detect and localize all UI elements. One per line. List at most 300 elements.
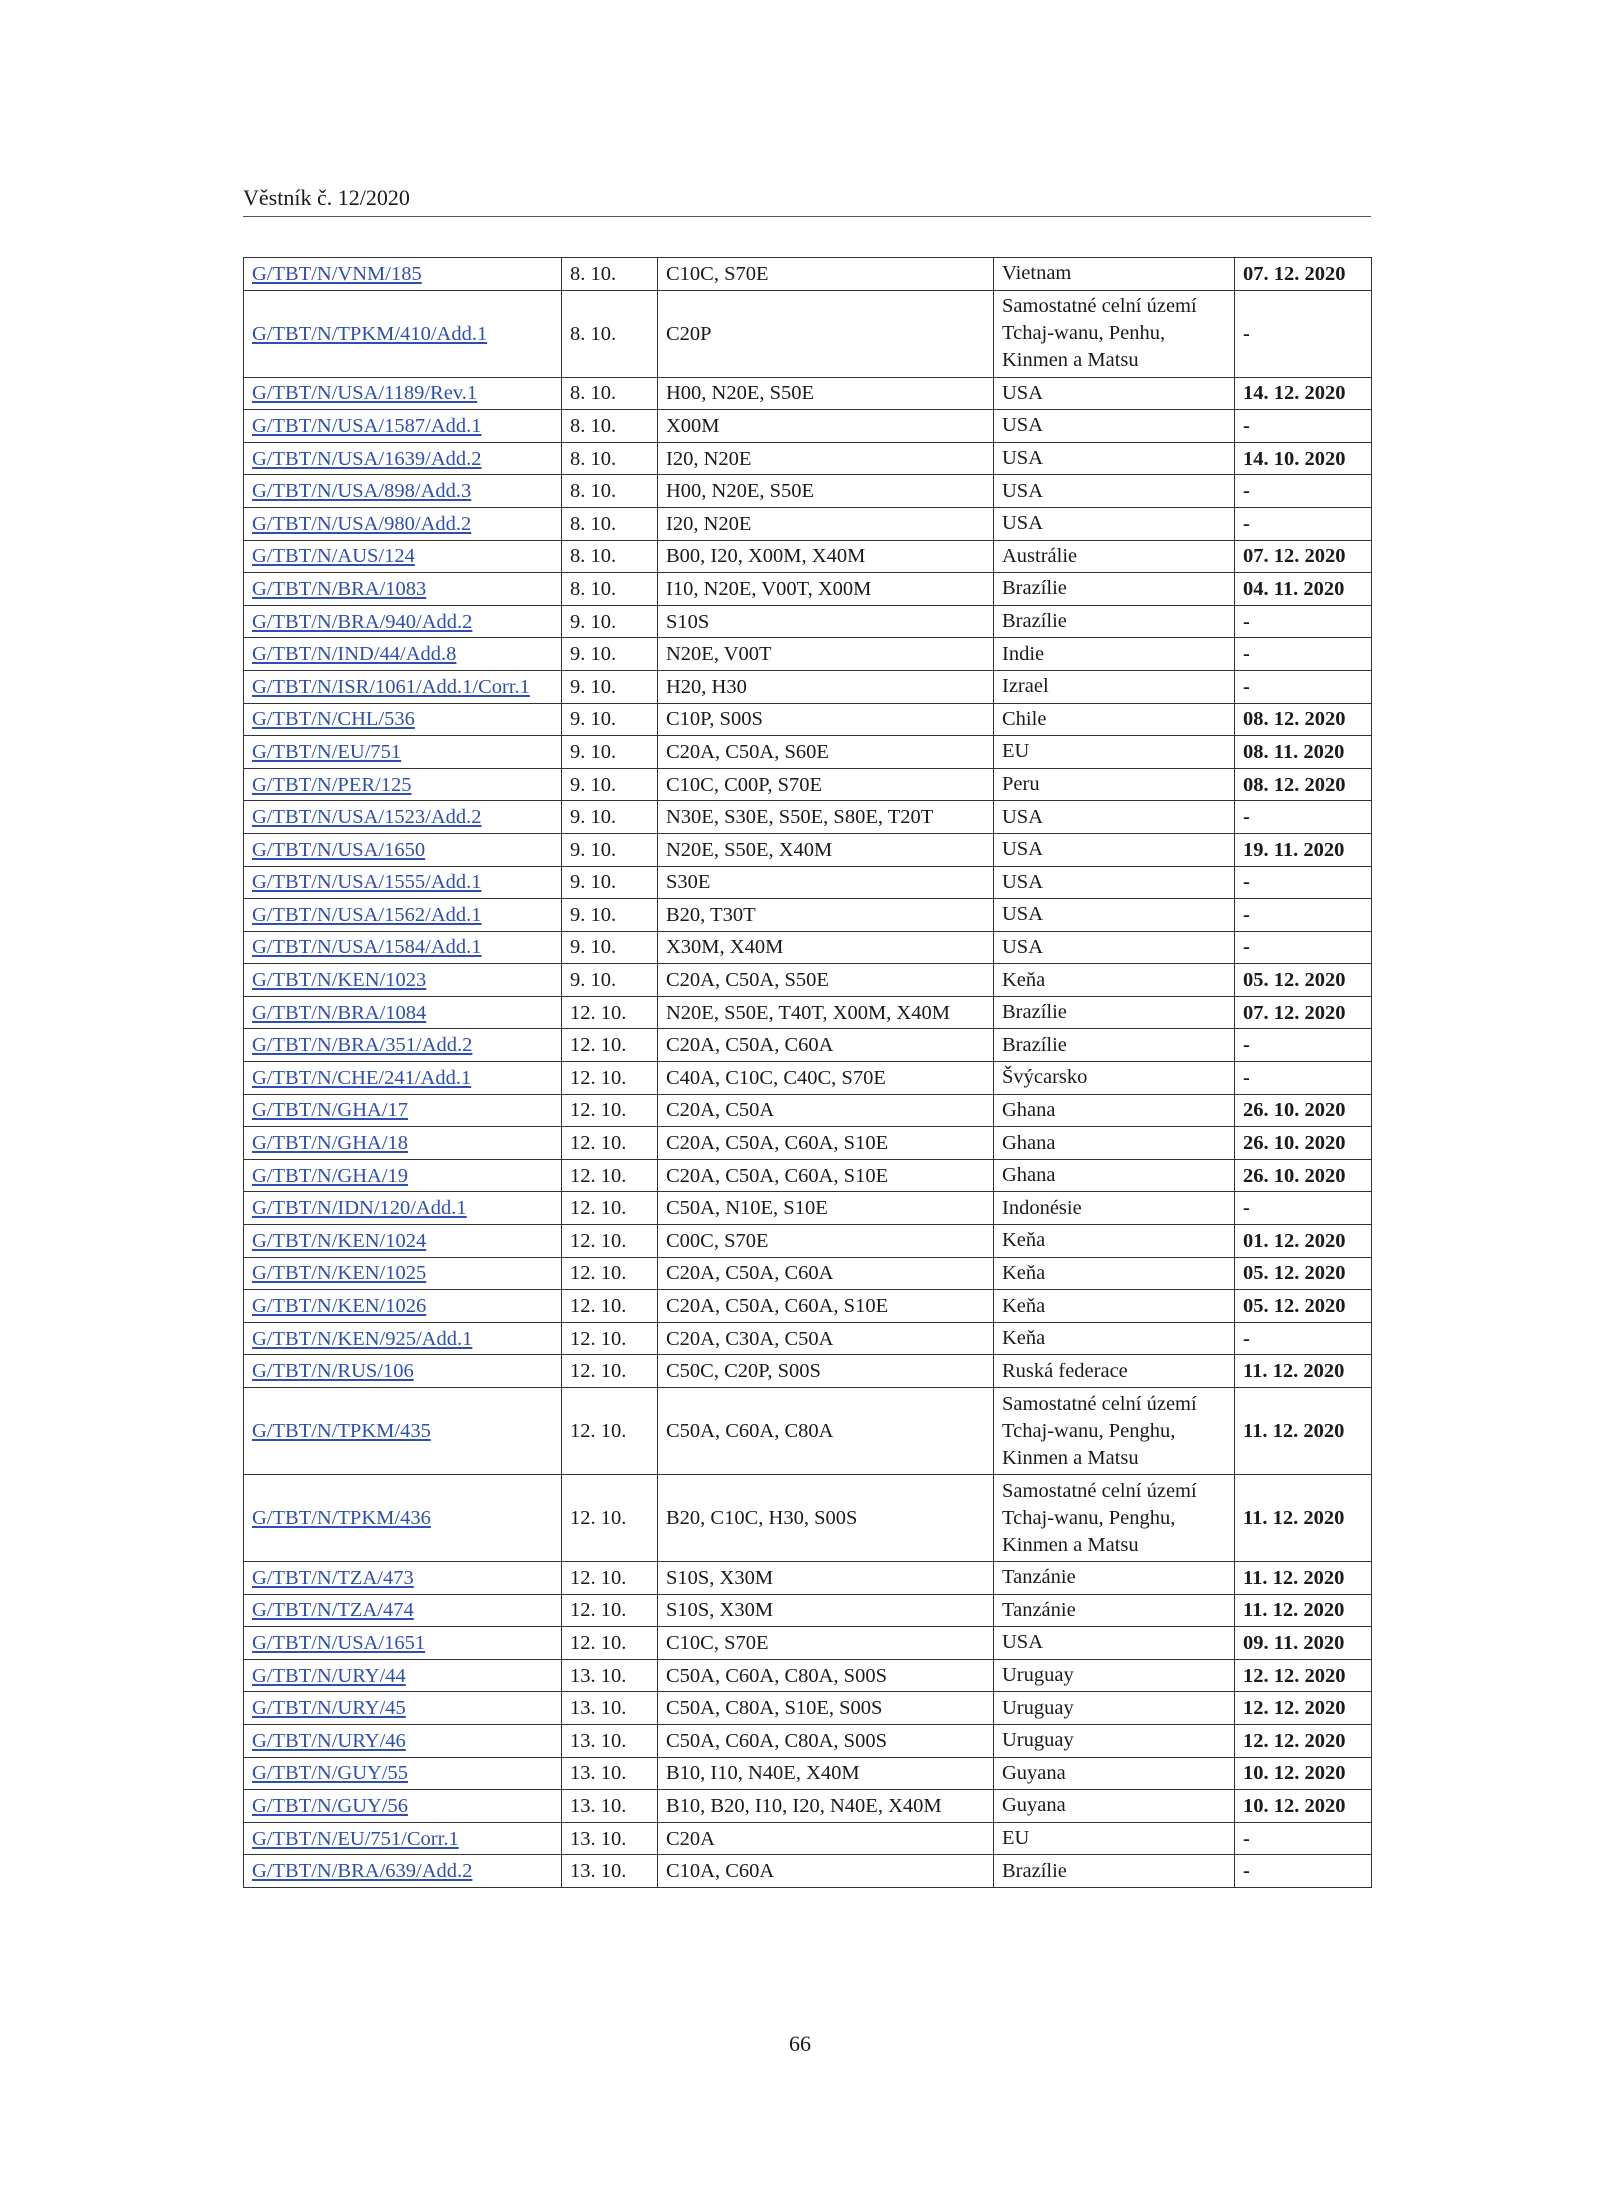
- document-cell: [244, 1475, 562, 1562]
- notification-date: 9. 10.: [562, 931, 658, 964]
- comment-deadline: 14. 12. 2020: [1235, 377, 1372, 410]
- document-cell: [244, 1659, 562, 1692]
- comment-deadline: 07. 12. 2020: [1235, 258, 1372, 291]
- notification-date: 8. 10.: [562, 377, 658, 410]
- comment-deadline: -: [1235, 507, 1372, 540]
- comment-deadline: 12. 12. 2020: [1235, 1659, 1372, 1692]
- document-cell: [244, 670, 562, 703]
- notifying-member: Peru: [994, 768, 1235, 801]
- document-link[interactable]: G/TBT/N/KEN/1023: [252, 969, 427, 992]
- table-row: [244, 866, 1372, 899]
- document-cell: [244, 475, 562, 508]
- document-link[interactable]: G/TBT/N/USA/898/Add.3: [252, 480, 472, 503]
- comment-deadline: -: [1235, 1062, 1372, 1095]
- comment-deadline: 08. 12. 2020: [1235, 768, 1372, 801]
- table-row: [244, 605, 1372, 638]
- document-cell: [244, 410, 562, 443]
- comment-deadline: -: [1235, 1029, 1372, 1062]
- ics-codes: B20, T30T: [658, 899, 994, 932]
- notification-date: 9. 10.: [562, 866, 658, 899]
- notifying-member: Keňa: [994, 1322, 1235, 1355]
- ics-codes: C50A, C60A, C80A, S00S: [658, 1659, 994, 1692]
- notification-date: 8. 10.: [562, 573, 658, 606]
- ics-codes: C00C, S70E: [658, 1225, 994, 1258]
- notification-date: 9. 10.: [562, 638, 658, 671]
- comment-deadline: 11. 12. 2020: [1235, 1355, 1372, 1388]
- notification-date: 12. 10.: [562, 1594, 658, 1627]
- comment-deadline: 26. 10. 2020: [1235, 1159, 1372, 1192]
- comment-deadline: -: [1235, 290, 1372, 377]
- table-row: [244, 1192, 1372, 1225]
- notifying-member: Uruguay: [994, 1724, 1235, 1757]
- comment-deadline: -: [1235, 866, 1372, 899]
- document-link[interactable]: G/TBT/N/AUS/124: [252, 545, 415, 568]
- notification-date: 9. 10.: [562, 801, 658, 834]
- notifying-member: Keňa: [994, 1225, 1235, 1258]
- notification-date: 9. 10.: [562, 899, 658, 932]
- document-cell: [244, 573, 562, 606]
- notification-date: 13. 10.: [562, 1659, 658, 1692]
- comment-deadline: -: [1235, 899, 1372, 932]
- notification-date: 12. 10.: [562, 1562, 658, 1595]
- notification-date: 9. 10.: [562, 964, 658, 997]
- document-cell: [244, 1290, 562, 1323]
- document-cell: [244, 964, 562, 997]
- ics-codes: C20A, C30A, C50A: [658, 1322, 994, 1355]
- comment-deadline: 01. 12. 2020: [1235, 1225, 1372, 1258]
- notification-date: 13. 10.: [562, 1855, 658, 1888]
- ics-codes: B10, I10, N40E, X40M: [658, 1757, 994, 1790]
- table-row: [244, 1627, 1372, 1660]
- notifying-member: Chile: [994, 703, 1235, 736]
- document-cell: [244, 899, 562, 932]
- table-row: [244, 736, 1372, 769]
- document-cell: [244, 1062, 562, 1095]
- table-row: [244, 1355, 1372, 1388]
- document-link[interactable]: G/TBT/N/EU/751/Corr.1: [252, 1827, 459, 1850]
- notification-date: 13. 10.: [562, 1757, 658, 1790]
- document-cell: [244, 1127, 562, 1160]
- ics-codes: C10A, C60A: [658, 1855, 994, 1888]
- notifying-member: Tanzánie: [994, 1562, 1235, 1595]
- table-row: [244, 1724, 1372, 1757]
- notifying-member: Brazílie: [994, 605, 1235, 638]
- notifying-member: Samostatné celní území Tchaj-wanu, Penghu, Kinmen a Matsu: [994, 1388, 1235, 1475]
- comment-deadline: 05. 12. 2020: [1235, 1290, 1372, 1323]
- page-number: 66: [789, 2031, 811, 2056]
- notification-date: 9. 10.: [562, 703, 658, 736]
- ics-codes: S10S, X30M: [658, 1562, 994, 1595]
- table-row: [244, 1290, 1372, 1323]
- notification-date: 13. 10.: [562, 1822, 658, 1855]
- document-cell: [244, 703, 562, 736]
- notification-date: 13. 10.: [562, 1692, 658, 1725]
- comment-deadline: 19. 11. 2020: [1235, 833, 1372, 866]
- ics-codes: C20A, C50A, C60A: [658, 1029, 994, 1062]
- document-link[interactable]: G/TBT/N/TZA/473: [252, 1566, 414, 1589]
- document-cell: [244, 1562, 562, 1595]
- notification-date: 12. 10.: [562, 1257, 658, 1290]
- notifying-member: USA: [994, 475, 1235, 508]
- ics-codes: B00, I20, X00M, X40M: [658, 540, 994, 573]
- table-row: [244, 1225, 1372, 1258]
- ics-codes: B10, B20, I10, I20, N40E, X40M: [658, 1790, 994, 1823]
- document-cell: [244, 1192, 562, 1225]
- document-cell: [244, 290, 562, 377]
- notification-table-body: [244, 258, 1372, 1888]
- table-row: [244, 768, 1372, 801]
- table-row: [244, 377, 1372, 410]
- document-link[interactable]: G/TBT/N/BRA/1084: [252, 1001, 427, 1024]
- notifying-member: EU: [994, 736, 1235, 769]
- notifying-member: USA: [994, 899, 1235, 932]
- notifying-member: USA: [994, 866, 1235, 899]
- ics-codes: S10S, X30M: [658, 1594, 994, 1627]
- notification-date: 12. 10.: [562, 1159, 658, 1192]
- comment-deadline: -: [1235, 931, 1372, 964]
- ics-codes: I20, N20E: [658, 442, 994, 475]
- ics-codes: N30E, S30E, S50E, S80E, T20T: [658, 801, 994, 834]
- document-link[interactable]: G/TBT/N/CHE/241/Add.1: [252, 1066, 472, 1089]
- notification-date: 12. 10.: [562, 996, 658, 1029]
- document-cell: [244, 1627, 562, 1660]
- notifying-member: Švýcarsko: [994, 1062, 1235, 1095]
- ics-codes: S10S: [658, 605, 994, 638]
- notification-date: 12. 10.: [562, 1062, 658, 1095]
- document-cell: [244, 1388, 562, 1475]
- document-link[interactable]: G/TBT/N/KEN/1026: [252, 1295, 427, 1318]
- table-row: [244, 1659, 1372, 1692]
- notification-date: 8. 10.: [562, 540, 658, 573]
- document-cell: [244, 258, 562, 291]
- notification-date: 8. 10.: [562, 290, 658, 377]
- table-row: [244, 1127, 1372, 1160]
- document-link[interactable]: G/TBT/N/TPKM/410/Add.1: [252, 322, 488, 345]
- notifying-member: Ruská federace: [994, 1355, 1235, 1388]
- comment-deadline: 11. 12. 2020: [1235, 1594, 1372, 1627]
- notification-date: 12. 10.: [562, 1094, 658, 1127]
- document-link[interactable]: G/TBT/N/KEN/1024: [252, 1229, 427, 1252]
- notification-date: 8. 10.: [562, 475, 658, 508]
- notifying-member: Tanzánie: [994, 1594, 1235, 1627]
- ics-codes: C20A, C50A: [658, 1094, 994, 1127]
- document-cell: [244, 801, 562, 834]
- notifying-member: Keňa: [994, 964, 1235, 997]
- ics-codes: C10C, S70E: [658, 258, 994, 291]
- ics-codes: C20A, C50A, C60A: [658, 1257, 994, 1290]
- comment-deadline: 10. 12. 2020: [1235, 1790, 1372, 1823]
- comment-deadline: -: [1235, 475, 1372, 508]
- notification-date: 9. 10.: [562, 605, 658, 638]
- document-cell: [244, 1822, 562, 1855]
- document-link[interactable]: G/TBT/N/BRA/1083: [252, 577, 427, 600]
- comment-deadline: 09. 11. 2020: [1235, 1627, 1372, 1660]
- document-link[interactable]: G/TBT/N/USA/1587/Add.1: [252, 414, 482, 437]
- document-link[interactable]: G/TBT/N/USA/1650: [252, 838, 426, 861]
- notification-date: 8. 10.: [562, 507, 658, 540]
- ics-codes: C50A, C60A, C80A, S00S: [658, 1724, 994, 1757]
- document-cell: [244, 1594, 562, 1627]
- ics-codes: C50A, C60A, C80A: [658, 1388, 994, 1475]
- notifying-member: Guyana: [994, 1757, 1235, 1790]
- ics-codes: C10P, S00S: [658, 703, 994, 736]
- document-cell: [244, 1094, 562, 1127]
- notifying-member: Brazílie: [994, 996, 1235, 1029]
- comment-deadline: 14. 10. 2020: [1235, 442, 1372, 475]
- ics-codes: C50A, C80A, S10E, S00S: [658, 1692, 994, 1725]
- comment-deadline: 11. 12. 2020: [1235, 1388, 1372, 1475]
- document-cell: [244, 866, 562, 899]
- notifying-member: Samostatné celní území Tchaj-wanu, Penghu, Kinmen a Matsu: [994, 1475, 1235, 1562]
- table-row: [244, 1855, 1372, 1888]
- document-cell: [244, 638, 562, 671]
- table-row: [244, 290, 1372, 377]
- table-row: [244, 258, 1372, 291]
- ics-codes: C20A, C50A, C60A, S10E: [658, 1159, 994, 1192]
- comment-deadline: 05. 12. 2020: [1235, 1257, 1372, 1290]
- comment-deadline: 26. 10. 2020: [1235, 1094, 1372, 1127]
- notification-date: 9. 10.: [562, 768, 658, 801]
- notifying-member: USA: [994, 1627, 1235, 1660]
- document-link[interactable]: G/TBT/N/ISR/1061/Add.1/Corr.1: [252, 675, 530, 698]
- table-row: [244, 638, 1372, 671]
- document-cell: [244, 768, 562, 801]
- ics-codes: C10C, S70E: [658, 1627, 994, 1660]
- ics-codes: C50A, N10E, S10E: [658, 1192, 994, 1225]
- notifying-member: Ghana: [994, 1094, 1235, 1127]
- document-cell: [244, 1322, 562, 1355]
- notifying-member: Brazílie: [994, 573, 1235, 606]
- table-row: [244, 964, 1372, 997]
- document-link[interactable]: G/TBT/N/USA/1555/Add.1: [252, 871, 482, 894]
- document-link[interactable]: G/TBT/N/TPKM/435: [252, 1420, 431, 1442]
- table-row: [244, 1562, 1372, 1595]
- notification-date: 12. 10.: [562, 1355, 658, 1388]
- ics-codes: C20A, C50A, C60A, S10E: [658, 1127, 994, 1160]
- document-link[interactable]: G/TBT/N/GUY/56: [252, 1794, 409, 1817]
- table-row: [244, 833, 1372, 866]
- ics-codes: H00, N20E, S50E: [658, 377, 994, 410]
- comment-deadline: -: [1235, 801, 1372, 834]
- ics-codes: N20E, V00T: [658, 638, 994, 671]
- notifying-member: Keňa: [994, 1290, 1235, 1323]
- document-cell: [244, 442, 562, 475]
- document-cell: [244, 931, 562, 964]
- document-link[interactable]: G/TBT/N/CHL/536: [252, 708, 415, 731]
- notifying-member: USA: [994, 442, 1235, 475]
- table-row: [244, 1790, 1372, 1823]
- notification-date: 12. 10.: [562, 1029, 658, 1062]
- table-row: [244, 703, 1372, 736]
- notification-date: 12. 10.: [562, 1127, 658, 1160]
- notification-date: 12. 10.: [562, 1225, 658, 1258]
- document-link[interactable]: G/TBT/N/KEN/1025: [252, 1262, 427, 1285]
- document-link[interactable]: G/TBT/N/USA/1562/Add.1: [252, 903, 482, 926]
- table-row: [244, 1094, 1372, 1127]
- comment-deadline: 04. 11. 2020: [1235, 573, 1372, 606]
- notifying-member: USA: [994, 410, 1235, 443]
- comment-deadline: 07. 12. 2020: [1235, 996, 1372, 1029]
- document-link[interactable]: G/TBT/N/BRA/351/Add.2: [252, 1034, 473, 1057]
- ics-codes: C20A, C50A, S50E: [658, 964, 994, 997]
- notifying-member: Brazílie: [994, 1029, 1235, 1062]
- notifying-member: Austrálie: [994, 540, 1235, 573]
- table-row: [244, 1062, 1372, 1095]
- notifying-member: USA: [994, 507, 1235, 540]
- notification-date: 13. 10.: [562, 1724, 658, 1757]
- comment-deadline: -: [1235, 1855, 1372, 1888]
- table-row: [244, 475, 1372, 508]
- document-cell: [244, 736, 562, 769]
- notifying-member: Keňa: [994, 1257, 1235, 1290]
- ics-codes: N20E, S50E, T40T, X00M, X40M: [658, 996, 994, 1029]
- ics-codes: C20A: [658, 1822, 994, 1855]
- comment-deadline: 12. 12. 2020: [1235, 1692, 1372, 1725]
- notifying-member: USA: [994, 377, 1235, 410]
- comment-deadline: -: [1235, 1322, 1372, 1355]
- notification-date: 8. 10.: [562, 410, 658, 443]
- document-link[interactable]: G/TBT/N/BRA/639/Add.2: [252, 1860, 473, 1883]
- table-row: [244, 1475, 1372, 1562]
- notifying-member: Vietnam: [994, 258, 1235, 291]
- document-cell: [244, 1159, 562, 1192]
- ics-codes: C20A, C50A, C60A, S10E: [658, 1290, 994, 1323]
- notification-date: 8. 10.: [562, 442, 658, 475]
- ics-codes: I10, N20E, V00T, X00M: [658, 573, 994, 606]
- notifying-member: Indie: [994, 638, 1235, 671]
- ics-codes: B20, C10C, H30, S00S: [658, 1475, 994, 1562]
- ics-codes: C50C, C20P, S00S: [658, 1355, 994, 1388]
- ics-codes: C20P: [658, 290, 994, 377]
- table-row: [244, 1692, 1372, 1725]
- table-row: [244, 931, 1372, 964]
- comment-deadline: -: [1235, 410, 1372, 443]
- comment-deadline: 26. 10. 2020: [1235, 1127, 1372, 1160]
- document-cell: [244, 1790, 562, 1823]
- notification-date: 12. 10.: [562, 1388, 658, 1475]
- table-row: [244, 670, 1372, 703]
- table-row: [244, 1257, 1372, 1290]
- table-row: [244, 573, 1372, 606]
- document-cell: [244, 1757, 562, 1790]
- document-link[interactable]: G/TBT/N/VNM/185: [252, 262, 422, 285]
- ics-codes: C20A, C50A, S60E: [658, 736, 994, 769]
- ics-codes: H00, N20E, S50E: [658, 475, 994, 508]
- document-cell: [244, 1855, 562, 1888]
- ics-codes: C40A, C10C, C40C, S70E: [658, 1062, 994, 1095]
- ics-codes: N20E, S50E, X40M: [658, 833, 994, 866]
- document-cell: [244, 996, 562, 1029]
- comment-deadline: 11. 12. 2020: [1235, 1562, 1372, 1595]
- comment-deadline: -: [1235, 1192, 1372, 1225]
- document-cell: [244, 1257, 562, 1290]
- document-cell: [244, 833, 562, 866]
- comment-deadline: -: [1235, 670, 1372, 703]
- document-link[interactable]: G/TBT/N/PER/125: [252, 773, 412, 796]
- notification-date: 12. 10.: [562, 1290, 658, 1323]
- document-link[interactable]: G/TBT/N/GUY/55: [252, 1762, 409, 1785]
- document-link[interactable]: G/TBT/N/URY/44: [252, 1664, 406, 1687]
- document-cell: [244, 1724, 562, 1757]
- document-link[interactable]: G/TBT/N/GHA/18: [252, 1132, 409, 1155]
- ics-codes: X30M, X40M: [658, 931, 994, 964]
- table-row: [244, 1594, 1372, 1627]
- table-row: [244, 1322, 1372, 1355]
- document-cell: [244, 1355, 562, 1388]
- document-link[interactable]: G/TBT/N/KEN/925/Add.1: [252, 1327, 473, 1350]
- table-row: [244, 1159, 1372, 1192]
- ics-codes: X00M: [658, 410, 994, 443]
- document-link[interactable]: G/TBT/N/USA/1651: [252, 1631, 426, 1654]
- document-link[interactable]: G/TBT/N/TPKM/436: [252, 1507, 431, 1529]
- table-row: [244, 410, 1372, 443]
- document-link[interactable]: G/TBT/N/EU/751: [252, 740, 402, 763]
- notification-table: [243, 257, 1372, 1888]
- bulletin-title: Věstník č. 12/2020: [243, 185, 410, 210]
- document-cell: [244, 1029, 562, 1062]
- document-link[interactable]: G/TBT/N/IDN/120/Add.1: [252, 1197, 467, 1220]
- document-link[interactable]: G/TBT/N/USA/1523/Add.2: [252, 806, 482, 829]
- notifying-member: Guyana: [994, 1790, 1235, 1823]
- notifying-member: Samostatné celní území Tchaj-wanu, Penhu, Kinmen a Matsu: [994, 290, 1235, 377]
- document-link[interactable]: G/TBT/N/URY/45: [252, 1697, 406, 1720]
- document-link[interactable]: G/TBT/N/GHA/17: [252, 1099, 409, 1122]
- document-cell: [244, 1692, 562, 1725]
- notifying-member: Uruguay: [994, 1692, 1235, 1725]
- notification-date: 12. 10.: [562, 1475, 658, 1562]
- comment-deadline: -: [1235, 1822, 1372, 1855]
- comment-deadline: -: [1235, 638, 1372, 671]
- comment-deadline: 07. 12. 2020: [1235, 540, 1372, 573]
- notification-date: 9. 10.: [562, 736, 658, 769]
- table-row: [244, 507, 1372, 540]
- document-link[interactable]: G/TBT/N/USA/1639/Add.2: [252, 447, 482, 470]
- document-link[interactable]: G/TBT/N/TZA/474: [252, 1599, 414, 1622]
- document-link[interactable]: G/TBT/N/URY/46: [252, 1729, 406, 1752]
- document-link[interactable]: G/TBT/N/RUS/106: [252, 1360, 414, 1383]
- notifying-member: Ghana: [994, 1127, 1235, 1160]
- document-link[interactable]: G/TBT/N/USA/1189/Rev.1: [252, 382, 478, 405]
- comment-deadline: 12. 12. 2020: [1235, 1724, 1372, 1757]
- table-row: [244, 1822, 1372, 1855]
- document-link[interactable]: G/TBT/N/IND/44/Add.8: [252, 643, 457, 666]
- document-cell: [244, 605, 562, 638]
- notifying-member: USA: [994, 931, 1235, 964]
- page-header: [243, 186, 1371, 217]
- notification-date: 12. 10.: [562, 1192, 658, 1225]
- document-cell: [244, 377, 562, 410]
- comment-deadline: -: [1235, 605, 1372, 638]
- notifying-member: Uruguay: [994, 1659, 1235, 1692]
- notifying-member: Ghana: [994, 1159, 1235, 1192]
- notifying-member: USA: [994, 801, 1235, 834]
- notifying-member: Izrael: [994, 670, 1235, 703]
- comment-deadline: 08. 12. 2020: [1235, 703, 1372, 736]
- notifying-member: Indonésie: [994, 1192, 1235, 1225]
- document-link[interactable]: G/TBT/N/USA/1584/Add.1: [252, 936, 482, 959]
- document-cell: [244, 507, 562, 540]
- notification-date: 8. 10.: [562, 258, 658, 291]
- document-link[interactable]: G/TBT/N/GHA/19: [252, 1164, 409, 1187]
- document-link[interactable]: G/TBT/N/BRA/940/Add.2: [252, 610, 473, 633]
- notification-date: 9. 10.: [562, 833, 658, 866]
- table-row: [244, 1388, 1372, 1475]
- notification-date: 12. 10.: [562, 1322, 658, 1355]
- table-row: [244, 801, 1372, 834]
- document-link[interactable]: G/TBT/N/USA/980/Add.2: [252, 512, 472, 535]
- notification-date: 12. 10.: [562, 1627, 658, 1660]
- ics-codes: S30E: [658, 866, 994, 899]
